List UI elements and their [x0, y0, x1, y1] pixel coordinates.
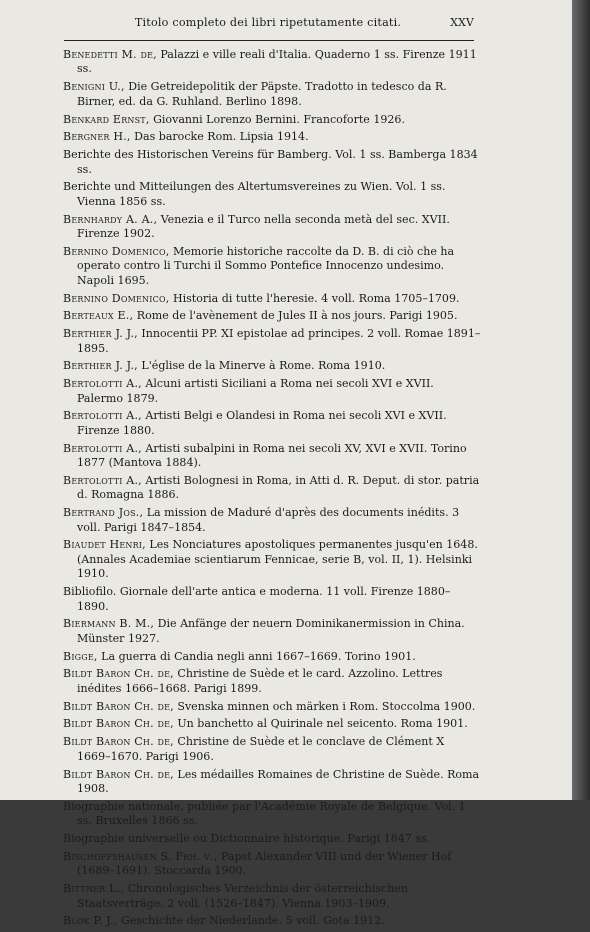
- bibliography-list: [63, 48, 481, 932]
- bibliography-entry: [63, 327, 481, 356]
- bibliography-entry: [63, 850, 481, 879]
- bibliography-entry: [63, 309, 481, 323]
- entry-text: Das barocke Rom. Lipsia 1914.: [134, 130, 309, 144]
- entry-text: Die Getreidepolitik der Päpste. Tradotto in tedesco da R. Birner, ed. da G. Ruhland. Berlino 1898.: [77, 80, 447, 108]
- entry-text: Berichte des Historischen Vereins für Bamberg. Vol. 1 ss. Bamberga 1834 ss.: [63, 148, 478, 176]
- bibliography-entry: [63, 667, 481, 696]
- bibliography-entry: [63, 700, 481, 714]
- entry-author: Bertolotti A.,: [63, 473, 142, 487]
- bibliography-entry: [63, 442, 481, 471]
- entry-text: Memorie historiche raccolte da D. B. di ciò che ha operato contro li Turchi il Sommo Pontefice Innocenzo undesimo. Napoli 1695.: [77, 244, 455, 287]
- running-header: [62, 16, 474, 36]
- entry-author: Berthier J. J.,: [63, 327, 138, 341]
- page-number: XXV: [450, 16, 474, 29]
- bibliography-entry: [63, 735, 481, 764]
- entry-author: Bittner L.,: [63, 882, 125, 896]
- entry-text: Venezia e il Turco nella seconda metà del sec. XVII. Firenze 1902.: [77, 212, 450, 241]
- page-edge-shadow: [572, 0, 590, 800]
- entry-text: La guerra di Candia negli anni 1667–1669. Torino 1901.: [101, 649, 416, 663]
- bibliography-entry: [63, 48, 481, 77]
- bibliography-entry: [63, 474, 481, 503]
- entry-text: L'église de la Minerve à Rome. Roma 1910.: [141, 359, 386, 373]
- entry-text: Geschichte der Niederlande. 5 voll. Gota 1912.: [121, 914, 385, 928]
- entry-author: Benedetti M. de,: [63, 48, 157, 61]
- entry-text: Palazzi e ville reali d'Italia. Quaderno 1 ss. Firenze 1911 ss.: [77, 48, 477, 76]
- bibliography-entry: [63, 717, 481, 731]
- entry-author: Bildt Baron Ch. de,: [63, 735, 174, 749]
- entry-text: Les Nonciatures apostoliques permanentes jusqu'en 1648. (Annales Academiae scientiarum Fennicae, serie B, vol. II, 1). Helsinki 1910.: [77, 538, 478, 581]
- entry-author: Bernino Domenico,: [63, 244, 170, 258]
- running-title: Titolo completo dei libri ripetutamente citati.: [134, 16, 402, 29]
- entry-text: Innocentii PP. XI epistolae ad principes. 2 voll. Romae 1891–1895.: [77, 327, 481, 355]
- entry-author: Bildt Baron Ch. de,: [63, 699, 174, 713]
- bibliography-entry: [63, 800, 481, 829]
- entry-author: Biermann B. M.,: [63, 617, 155, 631]
- entry-text: Biographie nationale, publiée par l'Académie Royale de Belgique. Vol. 1 ss. Bruxelles 1866 ss.: [63, 799, 466, 828]
- entry-text: Un banchetto al Quirinale nel seicento. Roma 1901.: [177, 717, 468, 731]
- bibliography-entry: [63, 213, 481, 242]
- bibliography-entry: [63, 506, 481, 535]
- entry-text: Bibliofilo. Giornale dell'arte antica e moderna. 11 voll. Firenze 1880–1890.: [63, 585, 451, 613]
- entry-text: Artisti subalpini in Roma nei secoli XV, XVI e XVII. Torino 1877 (Mantova 1884).: [77, 441, 467, 470]
- bibliography-entry: [63, 538, 481, 581]
- header-rule: [64, 40, 474, 41]
- entry-text: Giovanni Lorenzo Bernini. Francoforte 1926.: [153, 112, 405, 126]
- entry-text: Berichte und Mitteilungen des Altertumsvereines zu Wien. Vol. 1 ss. Vienna 1856 ss.: [63, 180, 446, 208]
- bibliography-entry: [63, 113, 481, 127]
- bibliography-entry: [63, 80, 481, 109]
- entry-text: Svenska minnen och märken i Rom. Stoccolma 1900.: [177, 699, 476, 713]
- bibliography-entry: [63, 359, 481, 373]
- entry-text: La mission de Maduré d'après des documents inédits. 3 voll. Parigi 1847–1854.: [77, 506, 460, 534]
- entry-text: Biographie universelle ou Dictionnaire historique. Parigi 1847 ss.: [63, 832, 431, 846]
- entry-text: Les médailles Romaines de Christine de Suède. Roma 1908.: [77, 767, 480, 795]
- entry-author: Bildt Baron Ch. de,: [63, 717, 174, 731]
- entry-author: Bernino Domenico,: [63, 291, 170, 305]
- entry-author: Bigge,: [63, 649, 98, 663]
- bibliography-entry: [63, 409, 481, 438]
- entry-author: Benkard Ernst,: [63, 112, 150, 126]
- entry-author: Bergner H.,: [63, 130, 131, 144]
- entry-text: Artisti Belgi e Olandesi in Roma nei secoli XVI e XVII. Firenze 1880.: [77, 409, 447, 437]
- entry-author: Bischoffshausen S. Frh. v.,: [63, 849, 218, 863]
- entry-text: Christine de Suède et le card. Azzolino. Lettres inédites 1666–1668. Parigi 1899.: [77, 667, 443, 695]
- entry-text: Rome de l'avènement de Jules II à nos jours. Parigi 1905.: [136, 309, 458, 323]
- entry-author: Berteaux E.,: [63, 309, 134, 323]
- entry-author: Berthier J. J.,: [63, 359, 138, 373]
- bibliography-entry: [63, 292, 481, 306]
- entry-author: Blok P. J.,: [63, 914, 118, 928]
- entry-text: Die Anfänge der neuern Dominikanermission in China. Münster 1927.: [77, 617, 465, 645]
- entry-author: Bertolotti A.,: [63, 409, 142, 423]
- entry-author: Bertolotti A.,: [63, 377, 142, 391]
- entry-author: Biaudet Henri,: [63, 538, 146, 552]
- bibliography-entry: [63, 148, 481, 177]
- bibliography-entry: [63, 245, 481, 288]
- entry-text: Christine de Suède et le conclave de Clément X 1669–1670. Parigi 1906.: [77, 735, 445, 763]
- bibliography-entry: [63, 377, 481, 406]
- entry-author: Bertrand Jos.,: [63, 506, 144, 520]
- entry-text: Chronologisches Verzeichnis der österreichischen Staatsverträge. 2 voll. (1526–1847). Vienna 1903–1909.: [77, 882, 408, 910]
- entry-author: Bertolotti A.,: [63, 441, 142, 455]
- bibliography-entry: [63, 768, 481, 797]
- bibliography-entry: [63, 617, 481, 646]
- entry-author: Bernhardy A. A.,: [63, 212, 158, 226]
- bibliography-entry: [63, 914, 481, 928]
- bibliography-entry: [63, 585, 481, 614]
- bibliography-entry: [63, 882, 481, 911]
- entry-text: Artisti Bolognesi in Roma, in Atti d. R. Deput. di stor. patria d. Romagna 1886.: [77, 473, 480, 502]
- bibliography-entry: [63, 180, 481, 209]
- entry-text: Historia di tutte l'heresie. 4 voll. Roma 1705–1709.: [172, 291, 460, 305]
- bibliography-entry: [63, 650, 481, 664]
- bibliography-entry: [63, 832, 481, 846]
- entry-author: Bildt Baron Ch. de,: [63, 667, 174, 681]
- entry-author: Bildt Baron Ch. de,: [63, 767, 174, 781]
- entry-text: Alcuni artisti Siciliani a Roma nei secoli XVI e XVII. Palermo 1879.: [77, 377, 434, 405]
- entry-author: Benigni U.,: [63, 80, 125, 94]
- bibliography-entry: [63, 130, 481, 144]
- entry-text: Papst Alexander VIII und der Wiener Hof (1689–1691). Stoccarda 1900.: [77, 849, 452, 878]
